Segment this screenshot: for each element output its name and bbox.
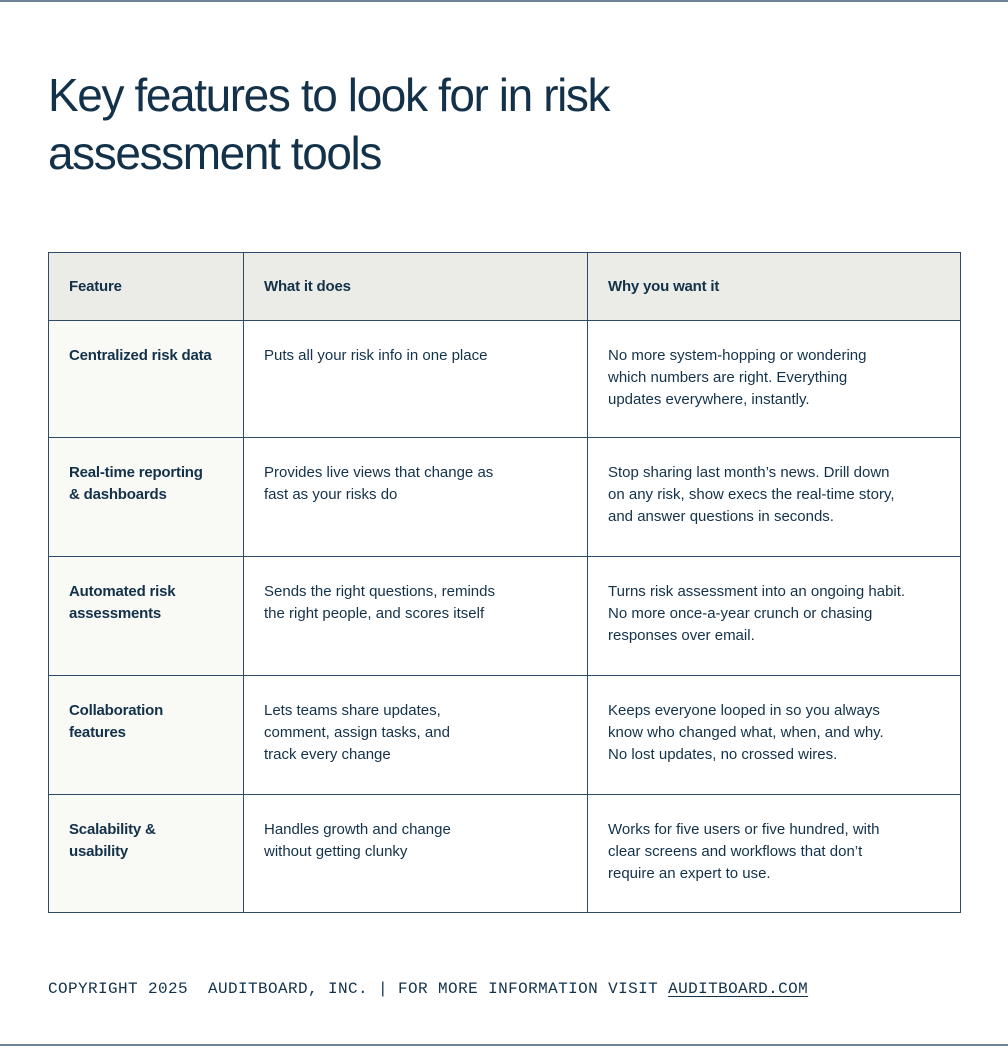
- cell-text-line: fast as your risks do: [264, 486, 398, 503]
- header-why-you-want-it: Why you want it: [588, 253, 961, 321]
- does-cell: [244, 557, 588, 676]
- cell-text-line: updates everywhere, instantly.: [608, 391, 810, 408]
- cell-text-line: clear screens and workflows that don’t: [608, 843, 863, 860]
- cell-text-line: track every change: [264, 746, 391, 763]
- cell-text-line: usability: [69, 843, 129, 860]
- does-cell: [244, 795, 588, 913]
- cell-text-line: Collaboration: [69, 702, 164, 719]
- table-row: [49, 557, 961, 676]
- why-cell: [588, 676, 961, 795]
- cell-text-line: & dashboards: [69, 486, 167, 503]
- feature-cell: [49, 557, 244, 676]
- table-body: [49, 321, 961, 913]
- header-feature: Feature: [49, 253, 244, 321]
- cell-text-line: without getting clunky: [264, 843, 408, 860]
- cell-text-line: Centralized risk data: [69, 347, 212, 364]
- cell-text-line: Automated risk: [69, 583, 176, 600]
- cell-text-line: Stop sharing last month’s news. Drill down: [608, 464, 890, 481]
- title-line: assessment tools: [48, 127, 381, 179]
- why-cell: [588, 321, 961, 438]
- cell-text-line: know who changed what, when, and why.: [608, 724, 884, 741]
- feature-cell: [49, 438, 244, 557]
- cell-text-line: and answer questions in seconds.: [608, 508, 834, 525]
- feature-cell: [49, 321, 244, 438]
- cell-text-line: No lost updates, no crossed wires.: [608, 746, 838, 763]
- cell-text-line: Handles growth and change: [264, 821, 451, 838]
- feature-cell: [49, 795, 244, 913]
- does-cell: [244, 321, 588, 438]
- table-row: [49, 321, 961, 438]
- cell-text-line: Turns risk assessment into an ongoing habit.: [608, 583, 906, 600]
- top-divider: [0, 0, 1008, 2]
- cell-text-line: No more once-a-year crunch or chasing: [608, 605, 873, 622]
- cell-text-line: responses over email.: [608, 627, 755, 644]
- title-line: Key features to look for in risk: [48, 69, 610, 121]
- cell-text-line: assessments: [69, 605, 162, 622]
- table-row: [49, 795, 961, 913]
- cell-text-line: Keeps everyone looped in so you always: [608, 702, 880, 719]
- does-cell: [244, 676, 588, 795]
- header-what-it-does: What it does: [244, 253, 588, 321]
- page-title: [48, 66, 688, 182]
- cell-text-line: on any risk, show execs the real-time story,: [608, 486, 895, 503]
- footer-link[interactable]: AUDITBOARD.COM: [668, 980, 809, 998]
- cell-text-line: Scalability &: [69, 821, 156, 838]
- cell-text-line: Provides live views that change as: [264, 464, 494, 481]
- table-header-row: [49, 253, 961, 321]
- features-table: [48, 252, 961, 913]
- cell-text-line: require an expert to use.: [608, 865, 771, 882]
- cell-text-line: Sends the right questions, reminds: [264, 583, 495, 600]
- cell-text-line: Lets teams share updates,: [264, 702, 441, 719]
- why-cell: [588, 795, 961, 913]
- cell-text-line: features: [69, 724, 126, 741]
- why-cell: [588, 438, 961, 557]
- table-row: [49, 438, 961, 557]
- cell-text-line: No more system-hopping or wondering: [608, 347, 867, 364]
- why-cell: [588, 557, 961, 676]
- footer: [48, 980, 808, 998]
- feature-cell: [49, 676, 244, 795]
- table-row: [49, 676, 961, 795]
- cell-text-line: Works for five users or five hundred, with: [608, 821, 880, 838]
- cell-text-line: the right people, and scores itself: [264, 605, 485, 622]
- cell-text-line: Puts all your risk info in one place: [264, 347, 488, 364]
- cell-text-line: Real-time reporting: [69, 464, 203, 481]
- cell-text-line: comment, assign tasks, and: [264, 724, 450, 741]
- cell-text-line: which numbers are right. Everything: [608, 369, 848, 386]
- does-cell: [244, 438, 588, 557]
- footer-copyright: COPYRIGHT 2025 AUDITBOARD, INC. | FOR MORE INFORMATION VISIT: [48, 980, 669, 998]
